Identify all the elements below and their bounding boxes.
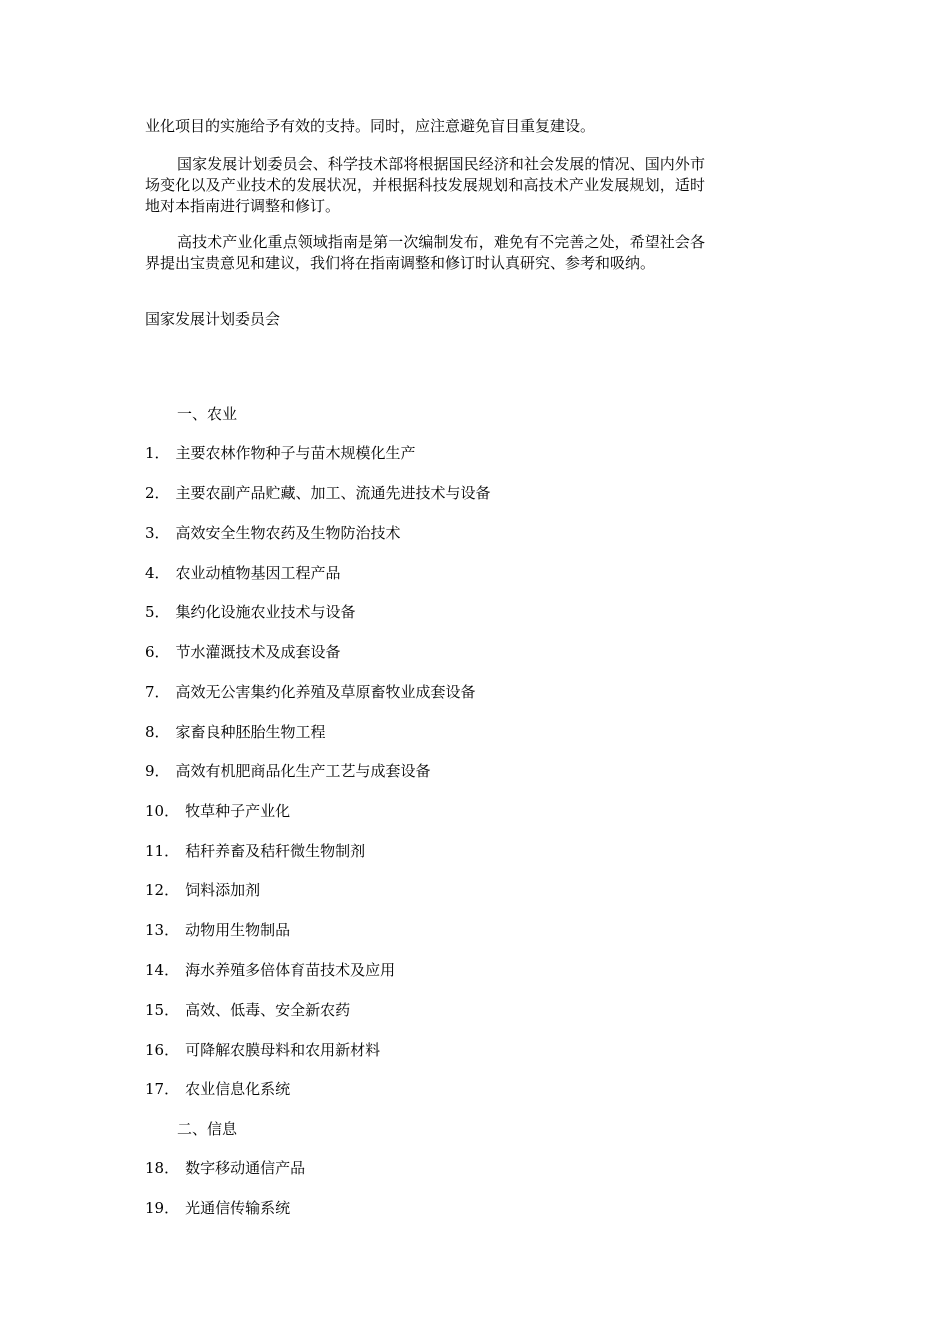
item-number: 2． [145,484,170,502]
list-item [145,1000,350,1021]
item-number: 14． [145,961,180,979]
list-item [145,920,290,941]
item-number: 4． [145,564,170,582]
item-number: 5． [145,603,170,621]
list-item [145,722,326,743]
list-item [145,1040,380,1061]
item-text: 秸秆养畜及秸秆微生物制剂 [185,842,366,860]
item-text: 主要农林作物种子与苗木规模化生产 [175,444,416,462]
item-number: 16． [145,1041,180,1059]
item-number: 10． [145,802,180,820]
item-number: 17． [145,1080,180,1098]
list-item [145,1198,290,1219]
item-text: 高效有机肥商品化生产工艺与成套设备 [175,762,431,780]
item-number: 8． [145,723,170,741]
item-text: 农业动植物基因工程产品 [175,564,341,582]
item-number: 12． [145,881,180,899]
item-text: 高效、低毒、安全新农药 [185,1001,351,1019]
item-text: 农业信息化系统 [185,1080,291,1098]
section-heading-information: 二、信息 [177,1120,238,1138]
item-number: 11． [145,842,180,860]
item-number: 3． [145,524,170,542]
list-item [145,1079,290,1100]
item-text: 高效安全生物农药及生物防治技术 [175,524,401,542]
item-text: 可降解农膜母料和农用新材料 [185,1041,381,1059]
paragraph-feedback-note: 高技术产业化重点领域指南是第一次编制发布，难免有不完善之处，希望社会各界提出宝贵意见和建议，我们将在指南调整和修订时认真研究、参考和吸纳。 [145,233,705,272]
list-item [145,523,401,544]
item-text: 牧草种子产业化 [185,802,291,820]
item-number: 18． [145,1159,180,1177]
item-number: 19． [145,1199,180,1217]
list-item [145,761,431,782]
list-item [145,483,491,504]
paragraph-revision-note: 国家发展计划委员会、科学技术部将根据国民经济和社会发展的情况、国内外市场变化以及产业技术的发展状况，并根据科技发展规划和高技术产业发展规划，适时地对本指南进行调整和修订。 [145,155,705,215]
signature-line: 国家发展计划委员会 [145,310,281,328]
item-number: 13． [145,921,180,939]
item-number: 9． [145,762,170,780]
item-text: 饲料添加剂 [185,881,261,899]
list-item [145,801,290,822]
section-heading-agriculture: 一、农业 [177,405,238,423]
item-text: 主要农副产品贮藏、加工、流通先进技术与设备 [175,484,491,502]
item-text: 节水灌溉技术及成套设备 [175,643,341,661]
list-item [145,642,341,663]
item-text: 家畜良种胚胎生物工程 [175,723,326,741]
list-item [145,602,356,623]
item-number: 6． [145,643,170,661]
list-item [145,1158,305,1179]
list-item [145,841,365,862]
list-item [145,682,476,703]
list-item [145,880,260,901]
item-text: 高效无公害集约化养殖及草原畜牧业成套设备 [175,683,476,701]
item-number: 7． [145,683,170,701]
item-number: 1． [145,444,170,462]
item-text: 动物用生物制品 [185,921,291,939]
item-text: 海水养殖多倍体育苗技术及应用 [185,961,396,979]
item-number: 15． [145,1001,180,1019]
paragraph-continued: 业化项目的实施给予有效的支持。同时，应注意避免盲目重复建设。 [145,117,596,135]
list-item [145,443,416,464]
item-text: 光通信传输系统 [185,1199,291,1217]
item-text: 集约化设施农业技术与设备 [175,603,356,621]
item-text: 数字移动通信产品 [185,1159,306,1177]
list-item [145,563,341,584]
list-item [145,960,395,981]
